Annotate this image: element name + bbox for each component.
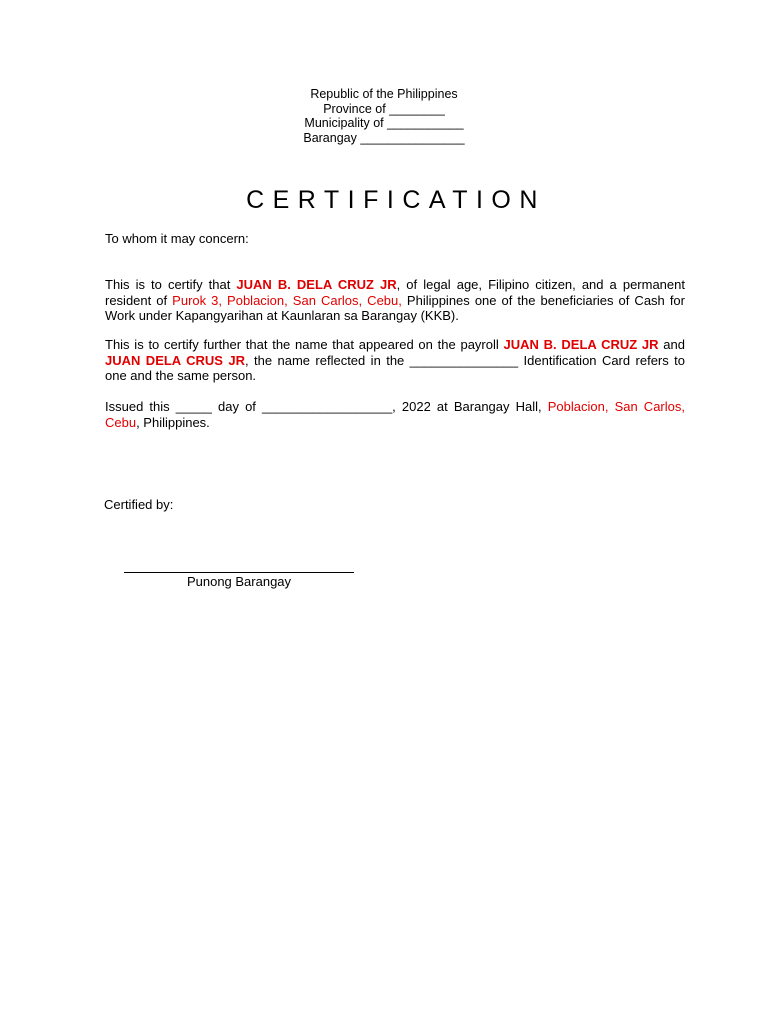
signature-line: [124, 572, 354, 573]
payroll-name: JUAN B. DELA CRUZ JR: [503, 337, 659, 352]
header-province: Province of ________: [323, 101, 445, 116]
paragraph-certify-name: [105, 337, 685, 384]
signatory-title: Punong Barangay: [186, 574, 292, 589]
header-country: Republic of the Philippines: [310, 87, 458, 101]
paragraph-text: , of legal age, Filipino citizen, and a permanent resident of: [105, 277, 685, 308]
paragraph-text: This is to certify further that the name that appeared on the payroll: [105, 337, 504, 352]
id-card-name: JUAN DELA CRUS JR: [105, 352, 245, 368]
paragraph-text: This is to certify that: [105, 277, 237, 292]
issue-place: Poblacion, San Carlos, Cebu: [105, 399, 685, 430]
paragraph-certify-resident: [105, 277, 685, 324]
paragraph-text: and: [658, 337, 685, 352]
resident-address: Purok 3, Poblacion, San Carlos, Cebu,: [172, 292, 402, 308]
paragraph-text: Issued this _____ day of __________________, 2022 at Barangay Hall,: [105, 399, 548, 414]
beneficiary-name: JUAN B. DELA CRUZ JR: [236, 277, 397, 292]
paragraph-issued: [105, 399, 685, 430]
header-municipality: Municipality of ___________: [304, 116, 464, 130]
header-barangay: Barangay _______________: [303, 130, 465, 145]
document-header: [0, 87, 768, 145]
salutation: To whom it may concern:: [105, 231, 249, 246]
certified-by-label: Certified by:: [104, 497, 174, 512]
paragraph-text: Philippines one of the beneficiaries of Cash for Work under Kapangyarihan at Kaunlaran sa Barangay (KKB).: [105, 292, 685, 323]
paragraph-text: , Philippines.: [136, 414, 210, 430]
document-title: CERTIFICATION: [246, 186, 546, 214]
paragraph-text: , the name reflected in the _______________ Identification Card refers to one and the same person.: [105, 352, 686, 383]
